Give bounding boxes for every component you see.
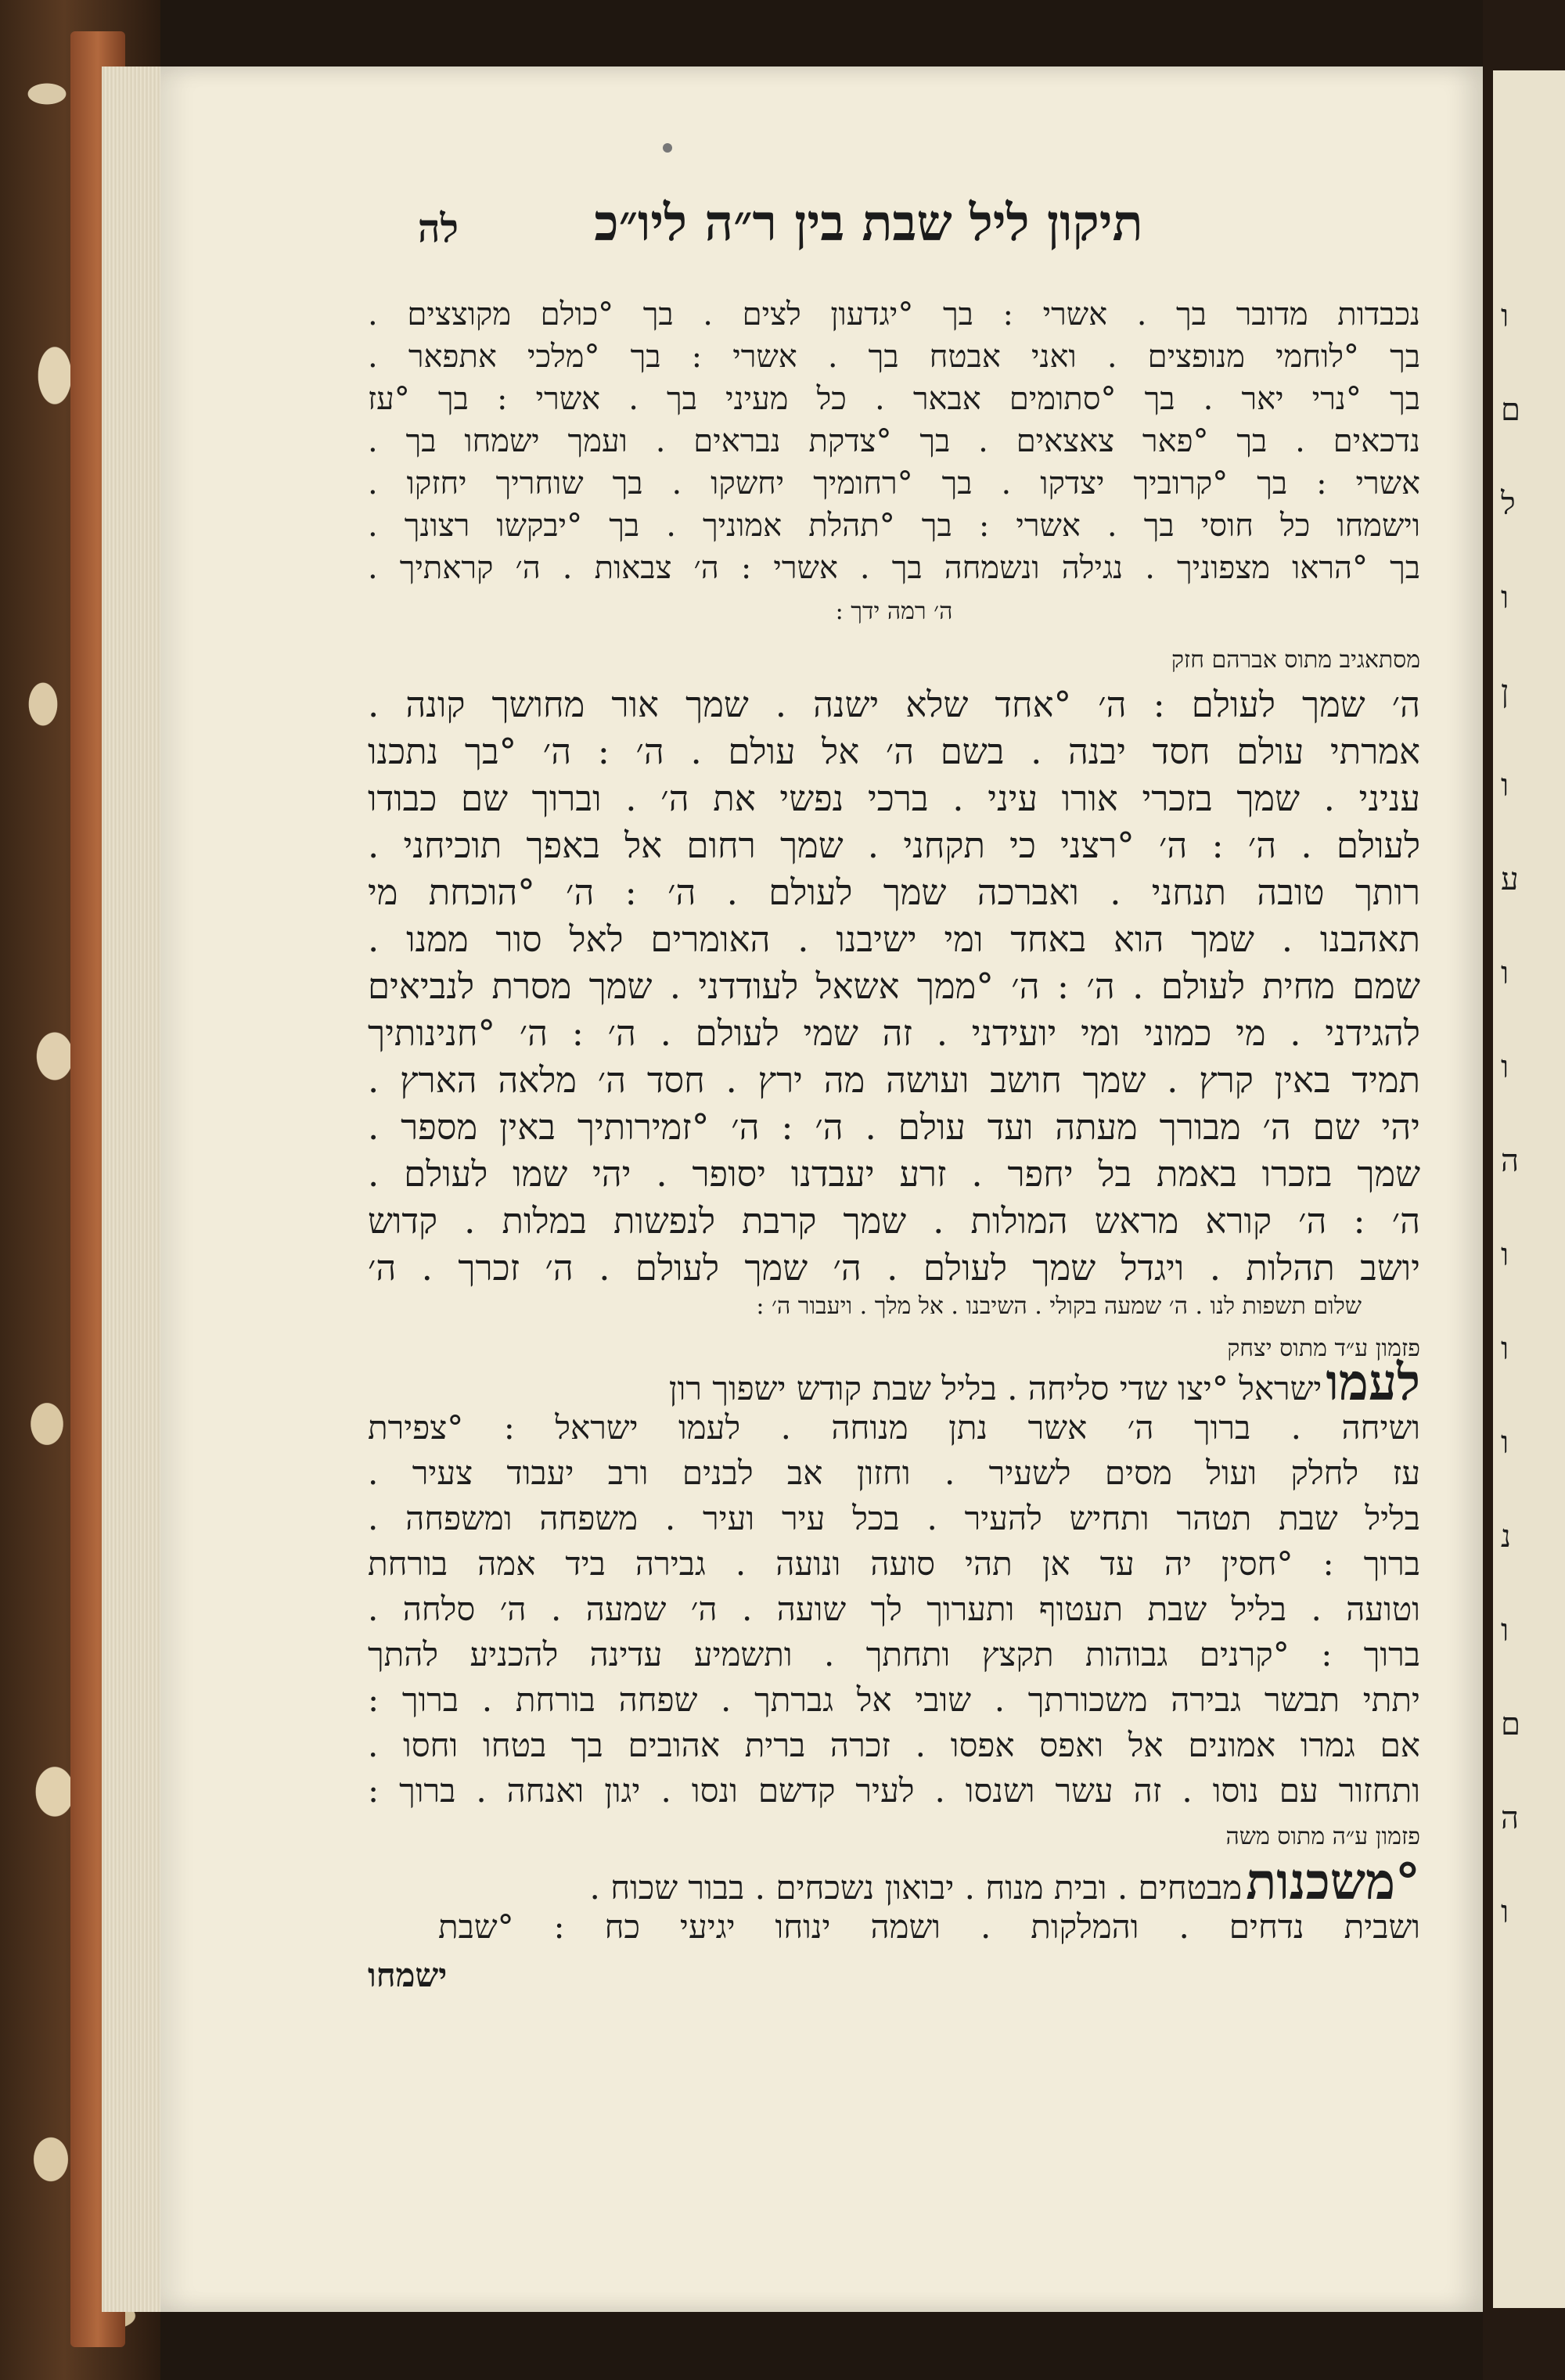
facing-page-fragment: ו [1501,768,1509,804]
page-title: תיקון ליל שבת בין ר״ה ליו״כ [594,194,1143,253]
text-line: בך °נרי יאר . בך °סתומים אבאר . כל מעיני בך . אשרי : בך °עז [368,381,1420,417]
facing-page-fragment: ה [1501,1143,1520,1179]
text-line: שמם מחית לעולם . ה׳ : ה׳ °ממך אשאל לעודדני . שמך מסרת לנביאים [368,965,1420,1007]
hymn-first-line-text: ישראל °יצו שדי סליחה . בליל שבת קודש ישפוך רון [668,1369,1322,1408]
facing-page-fragment: ו [1501,298,1509,334]
facing-page-fragment: ם [1501,392,1520,428]
text-line: יתתי תבשר גבירה משכורתך . שובי אל גברתך . שפחה בורחת . ברוך : [368,1681,1420,1719]
section-end-line: ה׳ רמה ידך : [835,598,953,625]
facing-page-fragment: ו [1501,1425,1509,1461]
text-line: ושבית נדחים . והמלקות . ושמה ינוחו יגיעי כח : °שבת [438,1907,1420,1946]
section-end-line: שלום תשפות לנו . ה׳ שמעה בקולי . השיבנו . אל מלך . ויעבור ה׳ : [756,1292,1362,1320]
facing-page-fragment: ו [1501,1237,1509,1273]
facing-page-fragment: ו [1501,1049,1509,1085]
text-line: תאהבנו . שמך הוא באחד ומי ישיבנו . האומרים לאל סור ממנו . [368,919,1420,960]
text-line: יושב תהלות . ויגדל שמך לעולם . ה׳ שמך לעולם . ה׳ זכרך . ה׳ [368,1247,1420,1289]
text-line: בליל שבת תטהר ותחיש להעיר . בכל עיר ועיר . משפחה ומשפחה . [368,1499,1420,1537]
facing-page-fragment: ו [1501,1331,1509,1367]
text-line: שמך בזכרו באמת בל יחפר . זרע יעבדנו יסופר . יהי שמו לעולם . [368,1153,1420,1195]
text-line: להגידני . מי כמוני ומי יועידני . זה שמי לעולם . ה׳ : ה׳ °חנינותיך [368,1012,1420,1054]
facing-page-fragment: ע [1501,861,1519,897]
text-line: ברוך : °חסין יה עד אן תהי סועה ונועה . גבירה ביד אמה בורחת [368,1544,1420,1583]
hymn-first-line [368,1354,1420,1416]
text-line: ה׳ שמך לעולם : ה׳ °אחד שלא ישנה . שמך אור מחושך קונה . [368,684,1420,725]
text-line: אמרתי עולם חסד יבנה . בשם ה׳ אל עולם . ה׳ : ה׳ °בך נתכנו [368,731,1420,772]
text-line: עז לחלק ועול מסים לשעיר . וחזון אב לבנים ורב יעבוד צעיר . [368,1454,1420,1492]
text-line: ברוך : °קרנים גבוהות תקצץ ותחתך . ותשמיע עדינה להכניע להתך [368,1635,1420,1674]
text-line: ושיחה . ברוך ה׳ אשר נתן מנוחה . לעמו ישראל : °צפירת [368,1408,1420,1447]
text-line: נכבדות מדובר בך . אשרי : בך °יגדעון לצים . בך °כולם מקוצצים . [368,297,1420,333]
facing-page-fragment: ה [1501,1800,1520,1836]
hymn-first-line [368,1853,1420,1915]
text-line: אשרי : בך °קרוביך יצדקו . בך °רחומיך יחשקו . בך שוחריך יחזקו . [368,466,1420,502]
page-stack-edge [102,67,164,2312]
text-line: רותך טובה תנחני . ואברכה שמך לעולם . ה׳ : ה׳ °הוכחת מי [368,872,1420,913]
facing-page-fragment: ם [1501,1706,1520,1742]
page-number: לה [417,205,459,251]
text-line: וטועה . בליל שבת תעטוף ותערוך לך שועה . ה׳ שמעה . ה׳ סלחה . [368,1590,1420,1628]
catchword: ישמחו [368,1956,448,1994]
facing-page-fragment: ו [1501,955,1509,991]
text-line: נדכאים . בך °פאר צאצאים . בך °צדקת נבראים . ועמך ישמחו בך . [368,423,1420,459]
text-line: וישמחו כל חוסי בך . אשרי : בך °תהלת אמוניך . בך °יבקשו רצונך . [368,508,1420,544]
hymn-opening-word: לעמו [1326,1354,1420,1412]
text-line: בך °הראו מצפוניך . נגילה ונשמחה בך . אשרי : ה׳ צבאות . ה׳ קראתיך . [368,550,1420,586]
text-line: תמיד באין קרץ . שמך חושב ועושה מה ירץ . חסד ה׳ מלאה הארץ . [368,1059,1420,1101]
text-line: ה׳ : ה׳ קורא מראש המולות . שמך קרבת לנפשות במלות . קדוש [368,1200,1420,1242]
facing-page-fragment: נ [1501,1519,1512,1555]
section-heading: פזמון ע״ד מתוס יצחק [1227,1335,1420,1362]
facing-page-fragment: ו [1501,580,1509,616]
text-line: ותחזור עם נוסו . זה עשר ושנסו . לעיר קדשם ונסו . יגון ואנחה . ברוך : [368,1771,1420,1810]
text-line: בך °לוחמי מנופצים . ואני אבטח בך . אשרי : בך °מלכי אתפאר . [368,339,1420,375]
ink-dot [663,143,672,153]
section-heading: פזמון ע״ה מתוס משה [1225,1823,1420,1850]
text-line: עניני . שמך בזכרי אורו עיני . ברכי נפשי את ה׳ . וברוך שם כבודו [368,778,1420,819]
facing-page-fragment: ן [1501,674,1509,710]
section-heading: מסתאגיב מתוס אברהם חזק [1171,646,1420,674]
text-line: אם גמרו אמונים אל ואפס אפסו . זכרה ברית אהובים בך בטחו וחסו . [368,1726,1420,1764]
text-line: יהי שם ה׳ מבורך מעתה ועד עולם . ה׳ : ה׳ °זמירותיך באין מספר . [368,1106,1420,1148]
text-line: לעולם . ה׳ : ה׳ °רצני כי תקחני . שמך רחום אל באפך תוכיחני . [368,825,1420,866]
facing-page-fragment: ל [1501,486,1516,522]
hymn-first-line-text: מבטחים . ובית מנוח . יבואון נשכחים . בבור שכוח . [589,1868,1243,1907]
facing-page-fragment: ו [1501,1894,1509,1930]
facing-page-fragment: ו [1501,1612,1509,1648]
hymn-opening-word: °משכנות [1246,1853,1420,1911]
